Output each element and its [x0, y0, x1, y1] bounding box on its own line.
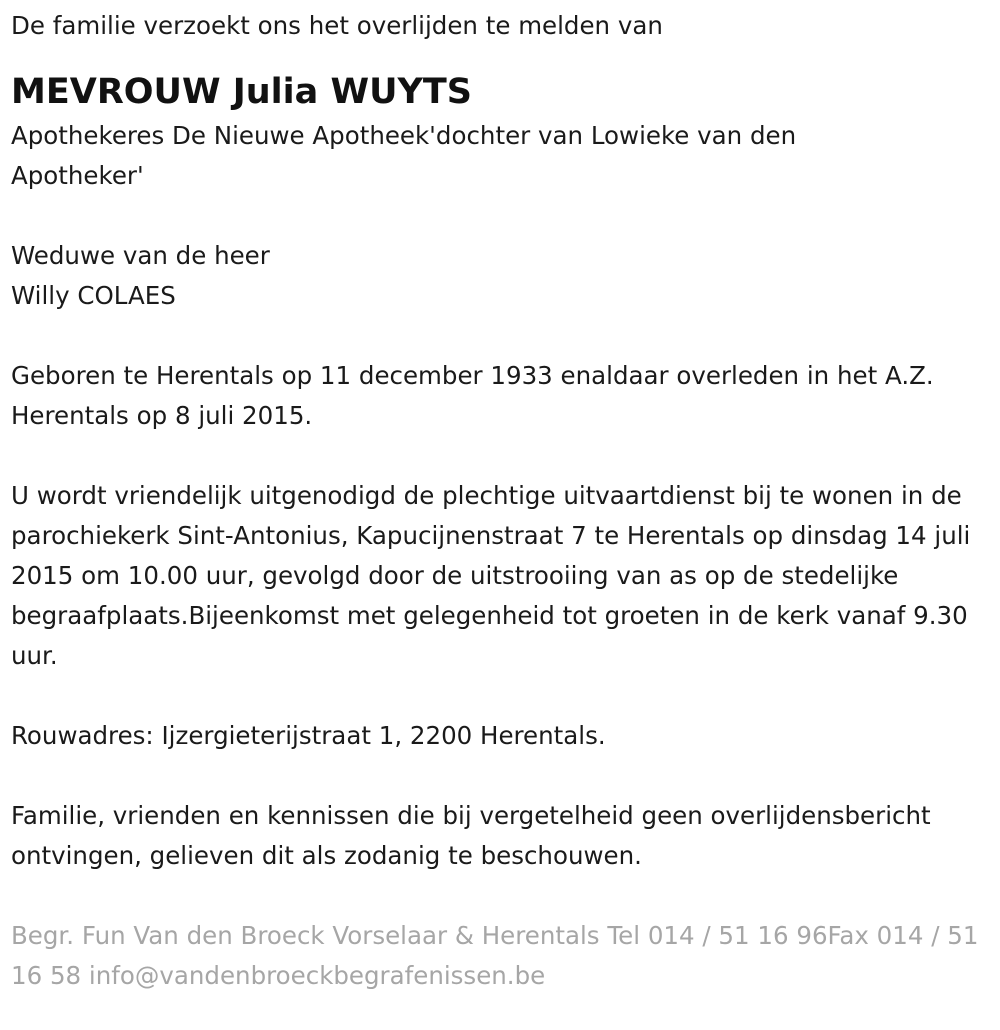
spacer — [11, 46, 993, 68]
death-notice — [11, 6, 993, 996]
deceased-subtitle: Apothekeres De Nieuwe Apotheek'dochter van Lowieke van den Apotheker' — [11, 121, 797, 190]
spacer — [11, 316, 993, 356]
funeral-text: U wordt vriendelijk uitgenodigd de plechtige uitvaartdienst bij te wonen in de parochiekerk Sint-Antonius, Kapucijnenstraat 7 te Herentals op dinsdag 14 juli 2015 om 10.00 uur, gevolgd door de uitstrooiing van as op de stedelijke begraafplaats.Bijeenkomst met gelegenheid tot groeten in de kerk vanaf 9.30 uur. — [11, 481, 971, 670]
spouse-line-2: Willy COLAES — [11, 281, 176, 310]
spacer — [11, 436, 993, 476]
funeral-home-footer: Begr. Fun Van den Broeck Vorselaar & Herentals Tel 014 / 51 16 96Fax 014 / 51 16 58 info@vandenbroeckbegrafenissen.be — [11, 921, 979, 990]
deceased-name: MEVROUW Julia WUYTS — [11, 72, 472, 112]
spacer — [11, 876, 993, 916]
notice-text: Familie, vrienden en kennissen die bij vergetelheid geen overlijdensbericht ontvingen, gelieven dit als zodanig te beschouwen. — [11, 801, 931, 870]
spacer — [11, 196, 993, 236]
birth-death-text: Geboren te Herentals op 11 december 1933 enaldaar overleden in het A.Z. Herentals op 8 juli 2015. — [11, 361, 934, 430]
spouse-line-1: Weduwe van de heer — [11, 241, 270, 270]
address-text: Rouwadres: Ijzergieterijstraat 1, 2200 Herentals. — [11, 721, 606, 750]
spacer — [11, 676, 993, 716]
intro-text: De familie verzoekt ons het overlijden te melden van — [11, 11, 663, 40]
spacer — [11, 756, 993, 796]
